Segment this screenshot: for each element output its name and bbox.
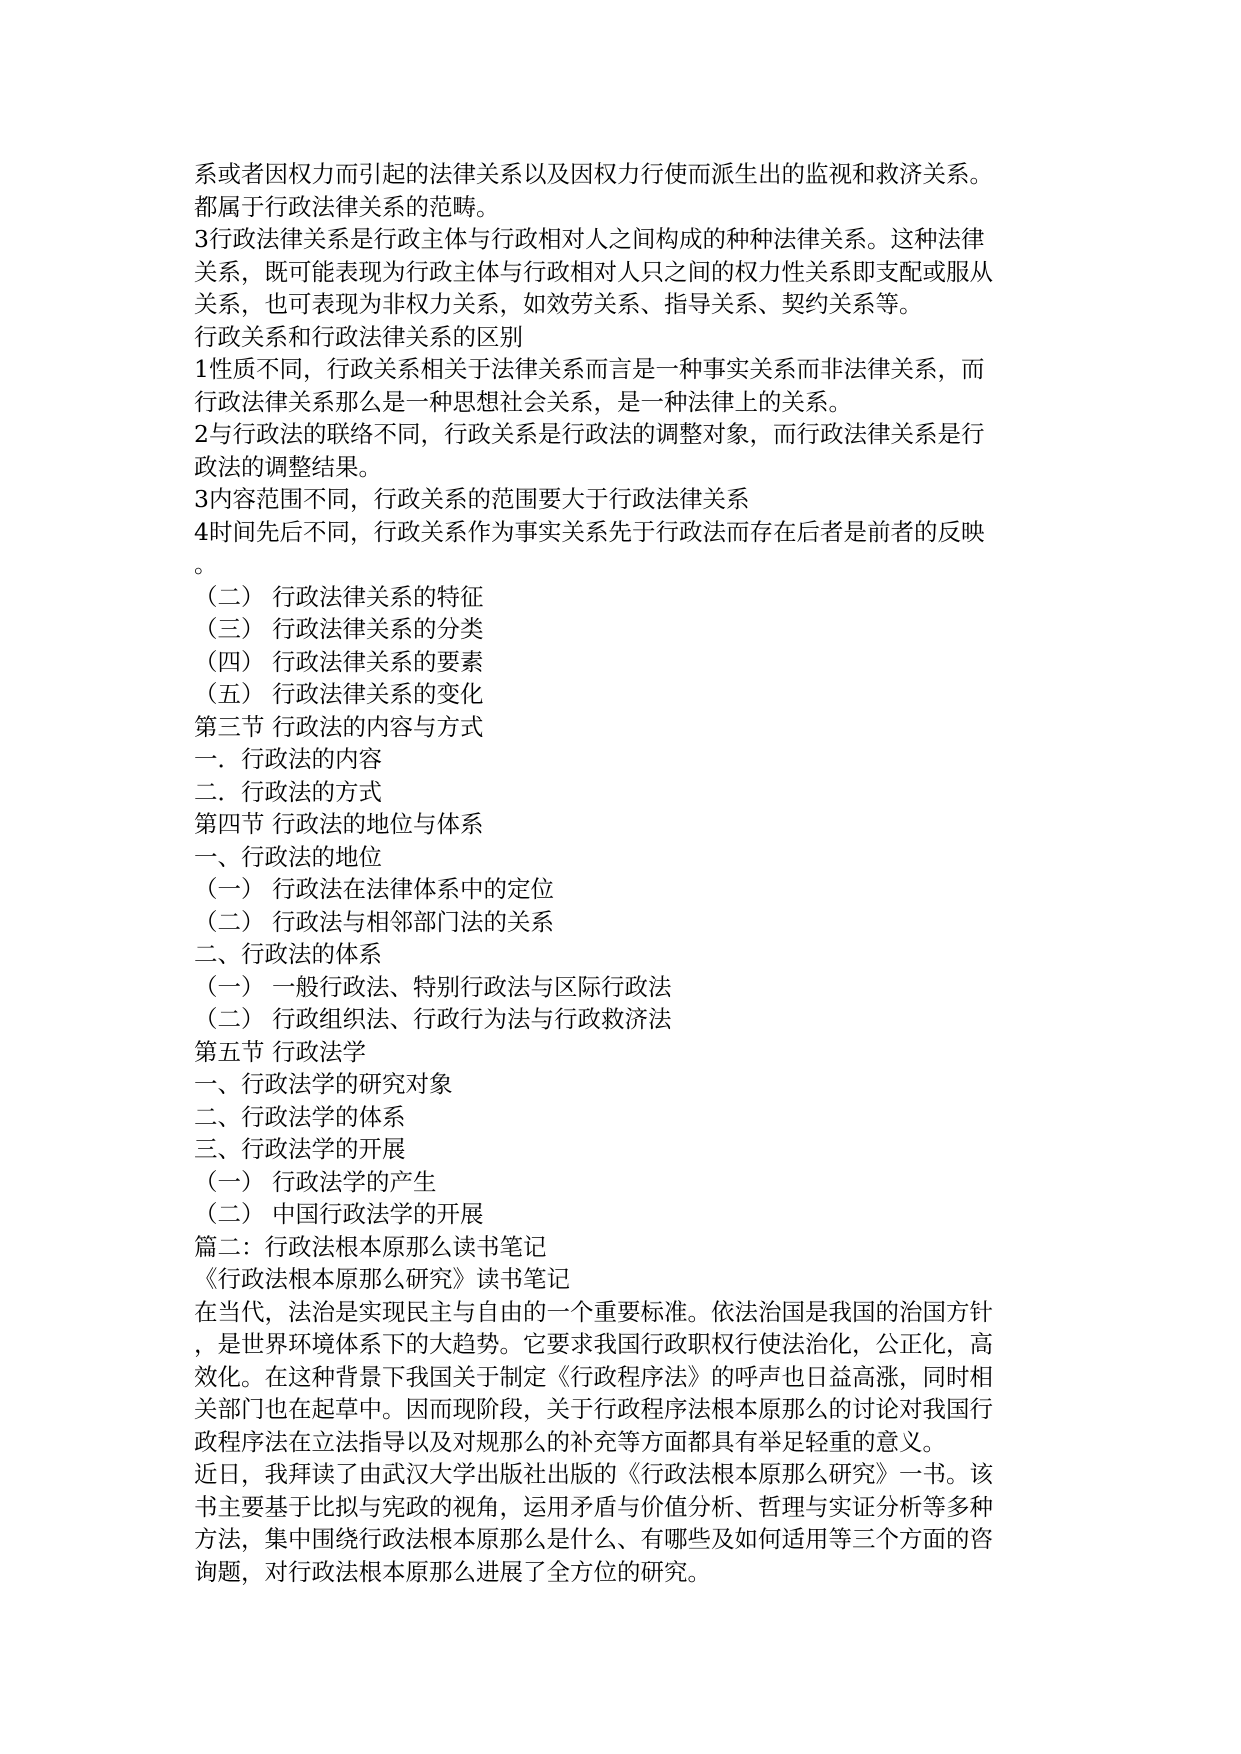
text-line: 一、行政法的地位 <box>194 842 382 871</box>
text-line: （二） 行政组织法、行政行为法与行政救济法 <box>194 1005 672 1033</box>
text-line: （二） 行政法与相邻部门法的关系 <box>194 907 554 936</box>
text-line: 方法，集中围绕行政法根本原那么是什么、有哪些及如何适用等三个方面的咨 <box>194 1525 993 1553</box>
text-line: （四） 行政法律关系的要素 <box>194 647 484 676</box>
text-line: 关系，也可表现为非权力关系，如效劳关系、指导关系、契约关系等。 <box>194 290 923 318</box>
text-line: 近日，我拜读了由武汉大学出版社出版的《行政法根本原那么研究》一书。该 <box>194 1460 993 1488</box>
text-line: 二．行政法的方式 <box>194 777 382 806</box>
text-line: 政法的调整结果。 <box>194 452 382 481</box>
text-line: 关部门也在起草中。因而现阶段，关于行政程序法根本原那么的讨论对我国行 <box>194 1395 993 1423</box>
text-line: 3内容范围不同，行政关系的范围要大于行政法律关系 <box>194 485 750 513</box>
text-line: （二） 行政法律关系的特征 <box>194 582 484 611</box>
text-line: （五） 行政法律关系的变化 <box>194 680 484 708</box>
text-line: 1性质不同，行政关系相关于法律关系而言是一种事实关系而非法律关系，而 <box>194 355 985 383</box>
text-line: 二、行政法学的体系 <box>194 1102 406 1131</box>
text-line: （一） 行政法学的产生 <box>194 1167 437 1196</box>
text-line: （二） 中国行政法学的开展 <box>194 1200 484 1228</box>
text-line: （三） 行政法律关系的分类 <box>194 615 484 643</box>
text-line: 行政关系和行政法律关系的区别 <box>194 322 523 351</box>
text-line: ，是世界环境体系下的大趋势。它要求我国行政职权行使法治化，公正化，高 <box>194 1330 993 1358</box>
text-line: （一） 一般行政法、特别行政法与区际行政法 <box>194 972 672 1001</box>
text-line: 都属于行政法律关系的范畴。 <box>194 192 500 221</box>
text-line: （一） 行政法在法律体系中的定位 <box>194 875 554 903</box>
text-line: 2与行政法的联络不同，行政关系是行政法的调整对象，而行政法律关系是行 <box>194 420 985 448</box>
text-line: 第五节 行政法学 <box>194 1037 366 1066</box>
text-line: 关系，既可能表现为行政主体与行政相对人只之间的权力性关系即支配或服从 <box>194 257 993 286</box>
text-line: 系或者因权力而引起的法律关系以及因权力行使而派生出的监视和救济关系。 <box>194 160 993 188</box>
text-line: 《行政法根本原那么研究》读书笔记 <box>194 1265 570 1293</box>
text-line: 政程序法在立法指导以及对规那么的补充等方面都具有举足轻重的意义。 <box>194 1427 946 1456</box>
text-line: 4时间先后不同，行政关系作为事实关系先于行政法而存在后者是前者的反映 <box>194 517 985 546</box>
text-line: 一．行政法的内容 <box>194 745 382 773</box>
document-body <box>194 158 1054 1588</box>
text-line: 效化。在这种背景下我国关于制定《行政程序法》的呼声也日益高涨，同时相 <box>194 1362 993 1391</box>
text-line: 书主要基于比拟与宪政的视角，运用矛盾与价值分析、哲理与实证分析等多种 <box>194 1492 993 1521</box>
text-line: 询题，对行政法根本原那么进展了全方位的研究。 <box>194 1557 711 1586</box>
text-line: 二、行政法的体系 <box>194 940 382 968</box>
text-line: 三、行政法学的开展 <box>194 1135 406 1163</box>
text-line: 3行政法律关系是行政主体与行政相对人之间构成的种种法律关系。这种法律 <box>194 225 985 253</box>
text-line: 。 <box>194 550 218 578</box>
text-line: 篇二：行政法根本原那么读书笔记 <box>194 1232 547 1261</box>
text-line: 一、行政法学的研究对象 <box>194 1070 453 1098</box>
text-line: 第三节 行政法的内容与方式 <box>194 712 484 741</box>
text-line: 第四节 行政法的地位与体系 <box>194 810 484 838</box>
text-line: 在当代，法治是实现民主与自由的一个重要标准。依法治国是我国的治国方针 <box>194 1297 993 1326</box>
text-line: 行政法律关系那么是一种思想社会关系，是一种法律上的关系。 <box>194 387 852 416</box>
